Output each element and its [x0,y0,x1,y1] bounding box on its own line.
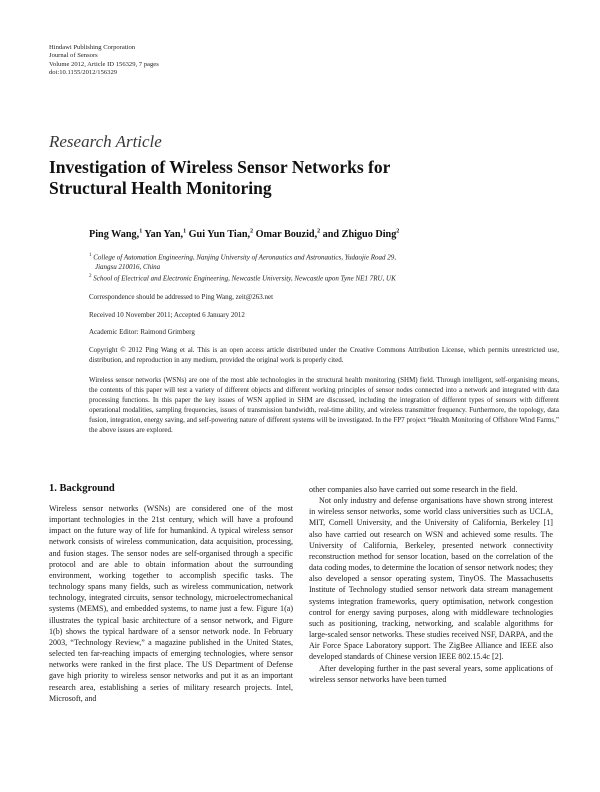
affiliation-1: $^1$ College of Automation Engineering, Nanjing University of Aeronautics and Astronautics, Yudaojie Road 29, Jiangsu 210016, China [89,253,396,272]
paper-title: Investigation of Wireless Sensor Networks for Structural Health Monitoring [49,157,391,198]
affiliation-2: $^2$ School of Electrical and Electronic Engineering, Newcastle University, Newcastle upon Tyne NE1 7RU, UK [89,274,396,283]
author: Omar Bouzid,$^2$ [255,229,321,241]
correspondence: Correspondence should be addressed to Ping Wang, zeit@263.net [89,293,274,301]
body-column-left [49,503,293,704]
author: Ping Wang,$^1$ [89,229,143,241]
author: Yan Yan,$^1$ [144,229,187,241]
author: and Zhiguo Ding$^2$ [322,229,400,241]
paragraph: After developing further in the past several years, some applications of wireless sensor networks have been turned [309,663,553,684]
article-type: Research Article [49,132,162,151]
paragraph: Wireless sensor networks (WSNs) are considered one of the most important technologies in the 21st century, which will have a profound impact on the future way of life for humankind. A typical wireless sensor network consists of wireless communication, data acquisition, processing, and fusion stages. The sensor nodes are self-organised through a specific protocol and are able to obtain information about the surrounding environment, working together to accomplish specific tasks. The technology spans many fields, such as wireless communication, network technology, integrated circuits, sensor technology, microelectromechanical systems (MEMS), and embedded systems, to name just a few. Figure 1(a) illustrates the typical basic architecture of a sensor network, and Figure 1(b) shows the typical hardware of a sensor network node. In February 2003, “Technology Review,” a magazine published in the United States, selected ten far-reaching impacts of emerging technologies, where sensor networks were ranked in the first place. The US Department of Defense gave high priority to wireless sensor networks and put it as an important research area, establishing a series of military research projects. Intel, Microsoft, and [49,504,293,703]
paragraph: Not only industry and defense organisations have shown strong interest in wireless sensor networks, some world class universities such as UCLA, MIT, Cornell University, and the University of California, Berkeley [1] also have carried out research on WSN and achieved some results. The University of California, Berkeley, presented network connectivity reconstruction method for sensor location, based on the correlation of the data coding modes, to determine the location of sensor network nodes; they also developed a sensor operating system, TinyOS. The Massachusetts Institute of Technology studied sensor network data stream management systems integration frameworks, query optimisation, network congestion control for energy saving purposes, along with middleware technologies such as positioning, tracking, networking, and scalable algorithms for large-scaled sensor networks. These studies received NSF, DARPA, and the Air Force Space Laboratory support. The ZigBee Alliance and IEEE also developed standards of Chinese version IEEE 802.15.4c [2]. [309,496,553,662]
academic-editor: Academic Editor: Raimond Grimberg [89,328,195,336]
author-list [89,229,559,240]
abstract: Wireless sensor networks (WSNs) are one of the most able technologies in the structural health monitoring (SHM) field. Through intelligent, self-organising means, the contents of this paper will test a variety of different objects and different working principles of sensor nodes connected into a network and integrated with data processing functions. In this paper the key issues of WSN applied in SHM are discussed, including the integration of different types of sensors with different operational modalities, sampling frequencies, issues of transmission bandwidth, real-time ability, and wireless transmitter frequency. Furthermore, the topology, data fusion, integration, energy saving, and self-powering nature of different systems will be investigated. In the FP7 project “Health Monitoring of Offshore Wind Farms,” the above issues are explored. [89,376,559,434]
publisher: Hindawi Publishing Corporation [49,44,136,51]
doi: doi:10.1155/2012/156329 [49,69,118,77]
journal-header [49,44,159,78]
section-heading: 1. Background [49,483,115,494]
journal-name: Journal of Sensors [49,52,98,60]
volume-info: Volume 2012, Article ID 156329, 7 pages [49,60,159,68]
paragraph: other companies also have carried out some research in the field. [309,485,518,494]
copyright-notice: Copyright © 2012 Ping Wang et al. This is an open access article distributed under the Creative Commons Attribution License, which permits unrestricted use, distribution, and reproduction in any medium, provided the original work is properly cited. [89,346,559,364]
received-accepted-dates: Received 10 November 2011; Accepted 6 January 2012 [89,311,245,319]
author: Gui Yun Tian,$^2$ [188,229,254,241]
body-column-right [309,484,553,685]
